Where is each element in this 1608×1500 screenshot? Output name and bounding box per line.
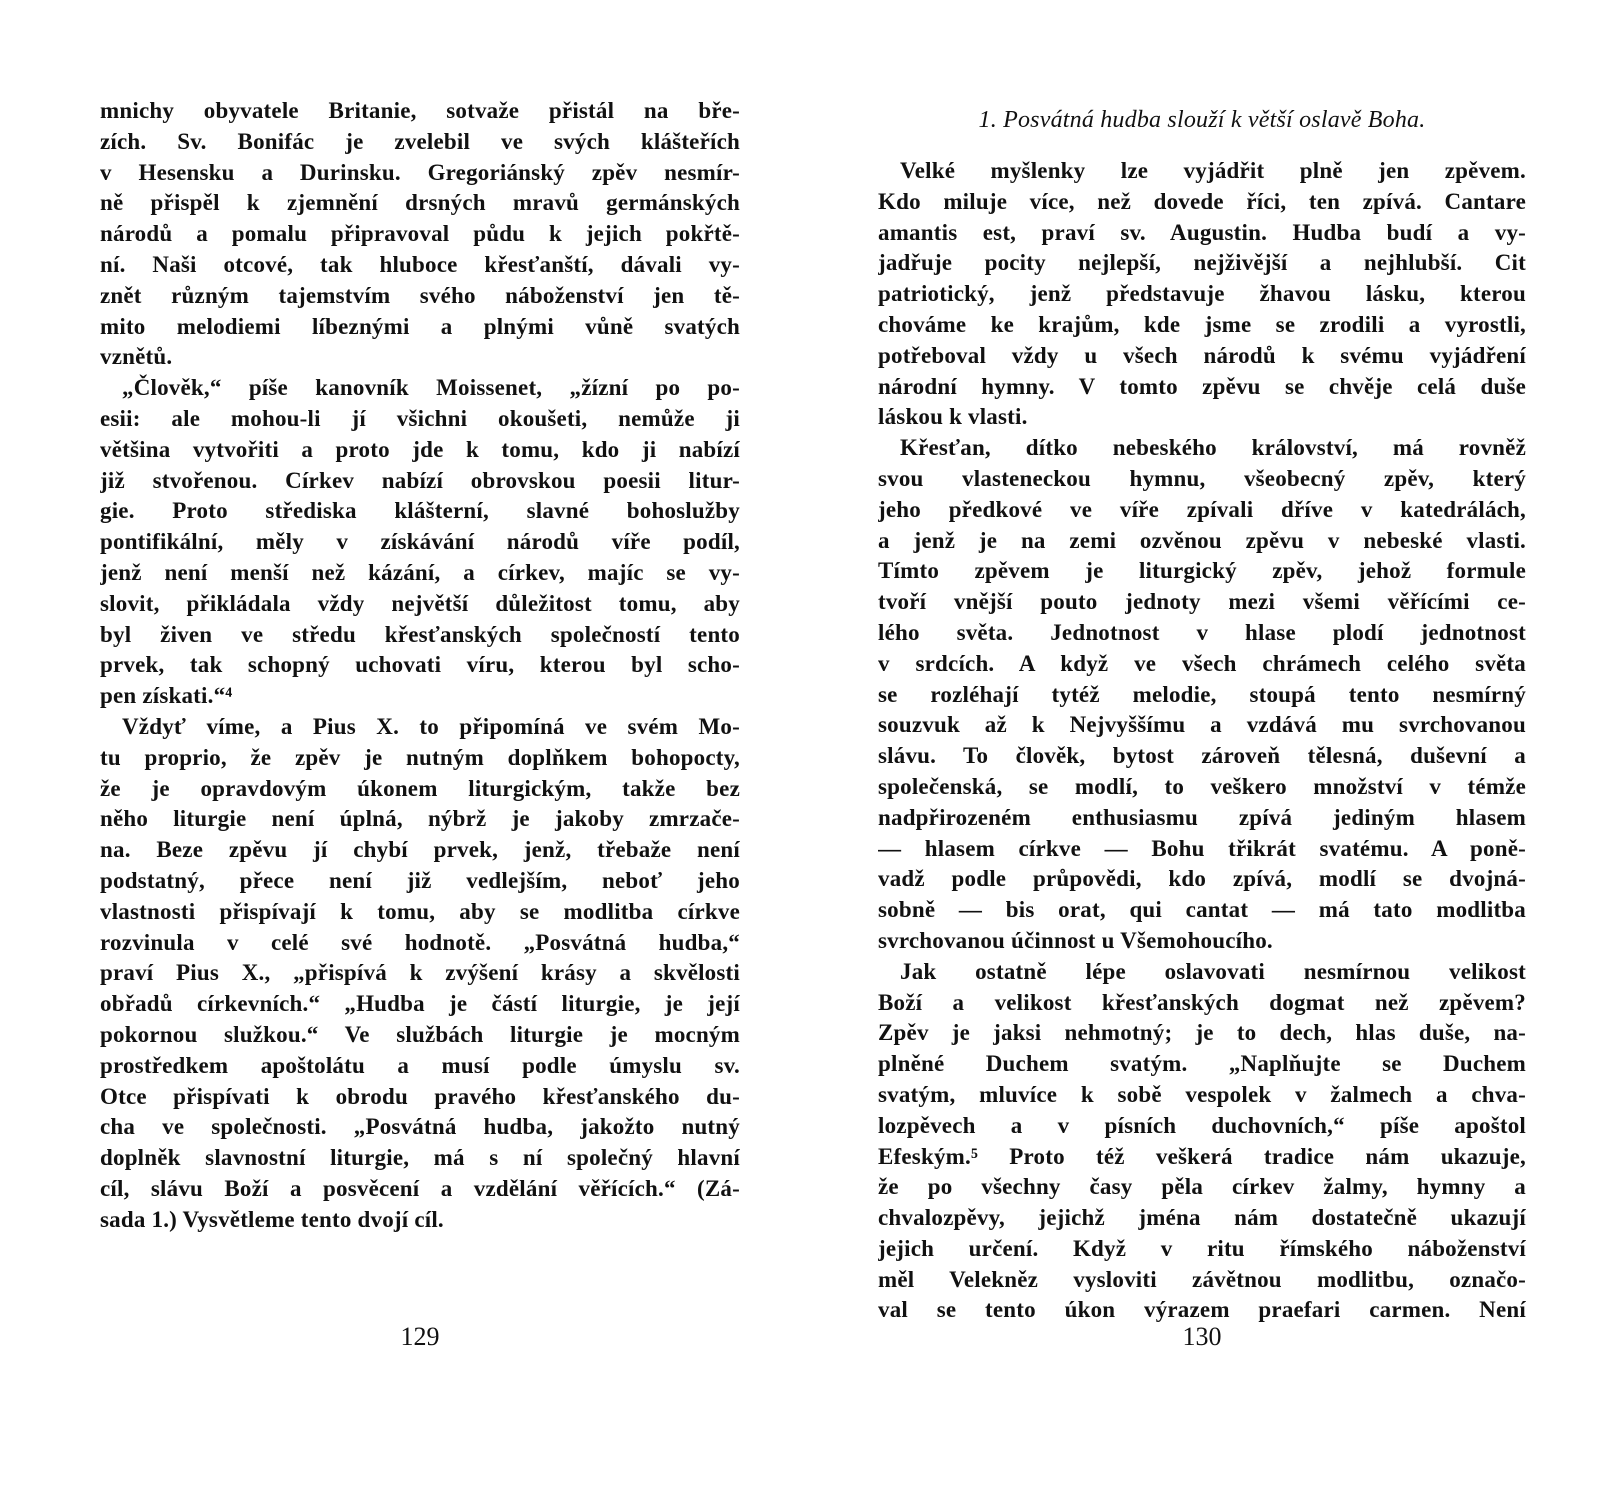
text-line: znět různým tajemstvím svého náboženství jen tě- [100, 282, 740, 308]
text-line: cha ve společnosti. „Posvátná hudba, jakožto nutný [100, 1114, 740, 1140]
text-line: cíl, slávu Boží a posvěcení a vzdělání věřících.“ (Zá- [100, 1175, 740, 1201]
text-line: gie. Proto střediska klášterní, slavné bohoslužby [100, 498, 740, 524]
text-line: chvalozpěvy, jejichž jména nám dostatečně ukazují [878, 1205, 1526, 1231]
text-line: v srdcích. A když ve všech chrámech celého světa [878, 650, 1526, 676]
page-number: 129 [400, 1322, 440, 1351]
left-page-text [100, 96, 740, 1235]
text-line: národů a pomalu připravoval půdu k jejich pokřtě- [100, 221, 740, 247]
text-line: ně přispěl k zjemnění drsných mravů germánských [100, 190, 740, 216]
text-line: Jak ostatně lépe oslavovati nesmírnou velikost [900, 958, 1526, 984]
text-line: prostředkem apoštolátu a musí podle úmyslu sv. [100, 1052, 740, 1078]
left-page [100, 0, 740, 1500]
text-line: národní hymny. V tomto zpěvu se chvěje celá duše [878, 373, 1526, 399]
paragraph [100, 373, 740, 712]
text-line: obřadů církevních.“ „Hudba je částí liturgie, je její [100, 991, 740, 1017]
right-page-text [878, 104, 1526, 1326]
text-line: a jenž je na zemi ozvěnou zpěvu v nebeské vlasti. [878, 527, 1526, 553]
text-line: podstatný, přece není již vedlejším, neboť jeho [100, 867, 740, 893]
section-heading: 1. Posvátná hudba slouží k větší oslavě Boha. [978, 107, 1426, 133]
text-line: pen získati.“⁴ [100, 683, 233, 709]
paragraph [878, 957, 1526, 1327]
paragraph [878, 156, 1526, 433]
text-line: lozpěvech a v písních duchovních,“ píše apoštol [878, 1112, 1526, 1138]
text-line: amantis est, praví sv. Augustin. Hudba budí a vy- [878, 219, 1526, 245]
text-line: sada 1.) Vysvětleme tento dvojí cíl. [100, 1206, 444, 1232]
text-line: mito melodiemi líbeznými a plnými vůně svatých [100, 313, 740, 339]
paragraph [100, 96, 740, 373]
text-line: vznětů. [100, 344, 173, 370]
text-line: Velké myšlenky lze vyjádřit plně jen zpěvem. [900, 158, 1526, 183]
text-line: potřeboval vždy u všech národů k svému vyjádření [878, 342, 1526, 368]
text-line: jadřuje pocity nejlepší, nejživější a nejhlubší. Cit [878, 250, 1526, 276]
text-line: pontifikální, měly v získávání národů víře podíl, [100, 529, 740, 555]
text-line: jeho předkové ve víře zpívali dříve v katedrálách, [878, 496, 1526, 522]
text-line: v Hesensku a Durinsku. Gregoriánský zpěv nesmír- [100, 159, 740, 185]
text-line: — hlasem církve — Bohu třikrát svatému. A poně- [878, 835, 1526, 861]
text-line: svatým, mluvíce k sobě vespolek v žalmech a chva- [878, 1081, 1526, 1107]
text-line: společenská, se modlí, to veškero množství v témže [878, 773, 1526, 799]
text-line: val se tento úkon výrazem praefari carmen. Není [878, 1297, 1526, 1323]
text-line: Efeským.⁵ Proto též veškerá tradice nám ukazuje, [878, 1143, 1526, 1169]
text-line: tu proprio, že zpěv je nutným doplňkem bohopocty, [100, 744, 740, 770]
text-line: slovit, přikládala vždy největší důležitost tomu, aby [100, 590, 740, 616]
text-line: že je opravdovým úkonem liturgickým, takže bez [100, 775, 740, 801]
text-line: ní. Naši otcové, tak hluboce křesťanští, dávali vy- [100, 251, 740, 277]
text-line: sobně — bis orat, qui cantat — má tato modlitba [878, 897, 1526, 923]
paragraph [878, 433, 1526, 957]
text-line: na. Beze zpěvu jí chybí prvek, jenž, třebaže není [100, 837, 740, 863]
text-line: Boží a velikost křesťanských dogmat než zpěvem? [878, 989, 1526, 1015]
text-line: svou vlasteneckou hymnu, všeobecný zpěv, který [878, 465, 1526, 491]
page-number: 130 [1182, 1322, 1222, 1351]
text-line: Vždyť víme, a Pius X. to připomíná ve svém Mo- [122, 713, 740, 739]
text-line: chováme ke krajům, kde jsme se zrodili a vyrostli, [878, 311, 1526, 337]
text-line: patriotický, jenž představuje žhavou lásku, kterou [878, 281, 1526, 307]
text-line: Otce přispívati k obrodu pravého křesťanského du- [100, 1083, 740, 1109]
text-line: „Člověk,“ píše kanovník Moissenet, „žízní po po- [122, 375, 740, 401]
text-line: již stvořenou. Církev nabízí obrovskou poesii litur- [100, 467, 740, 493]
text-line: souzvuk až k Nejvyššímu a vzdává mu svrchovanou [878, 712, 1526, 738]
text-line: Kdo miluje více, než dovede říci, ten zpívá. Cantare [878, 188, 1526, 214]
text-line: že po všechny časy pěla církev žalmy, hymny a [878, 1174, 1526, 1200]
text-line: esii: ale mohou-li jí všichni okoušeti, nemůže ji [100, 405, 740, 431]
text-line: byl živen ve středu křesťanských společností tento [100, 621, 740, 647]
text-line: jenž není menší než kázání, a církev, majíc se vy- [100, 559, 740, 585]
text-line: něho liturgie není úplná, nýbrž je jakoby zmrzače- [100, 806, 740, 832]
text-line: prvek, tak schopný uchovati víru, kterou byl scho- [100, 652, 740, 678]
text-line: svrchovanou účinnost u Všemohoucího. [878, 927, 1273, 953]
text-line: doplněk slavnostní liturgie, má s ní společný hlavní [100, 1145, 740, 1171]
text-line: mnichy obyvatele Britanie, sotvaže přistál na bře- [100, 98, 740, 123]
text-line: vlastnosti přispívají k tomu, aby se modlitba církve [100, 898, 740, 924]
text-line: plněné Duchem svatým. „Naplňujte se Duchem [878, 1051, 1526, 1077]
text-line: vadž podle průpovědi, kdo zpívá, modlí se dvojná- [878, 866, 1526, 892]
text-line: nadpřirozeném enthusiasmu zpívá jediným hlasem [878, 804, 1526, 830]
text-line: Zpěv je jaksi nehmotný; je to dech, hlas duše, na- [878, 1020, 1526, 1046]
text-line: Křesťan, dítko nebeského království, má rovněž [900, 435, 1526, 461]
text-line: zích. Sv. Bonifác je zvelebil ve svých klášteřích [100, 128, 740, 154]
text-line: jejich určení. Když v ritu římského náboženství [878, 1235, 1526, 1261]
text-line: slávu. To člověk, bytost zároveň tělesná, duševní a [878, 743, 1526, 769]
text-line: láskou k vlasti. [878, 404, 1028, 430]
text-line: Tímto zpěvem je liturgický zpěv, jehož formule [878, 558, 1526, 584]
text-line: rozvinula v celé své hodnotě. „Posvátná hudba,“ [100, 929, 740, 955]
paragraph [100, 712, 740, 1236]
text-line: se rozléhají tytéž melodie, stoupá tento nesmírný [878, 681, 1526, 707]
right-page [878, 0, 1526, 1500]
text-line: praví Pius X., „přispívá k zvýšení krásy a skvělosti [100, 960, 740, 986]
text-line: měl Velekněz vysloviti závětnou modlitbu, označo- [878, 1266, 1526, 1292]
text-line: lého světa. Jednotnost v hlase plodí jednotnost [878, 619, 1526, 645]
text-line: pokornou služkou.“ Ve službách liturgie je mocným [100, 1021, 740, 1047]
text-line: většina vytvořiti a proto jde k tomu, kdo ji nabízí [100, 436, 740, 462]
text-line: tvoří vnější pouto jednoty mezi všemi věřícími ce- [878, 589, 1526, 615]
